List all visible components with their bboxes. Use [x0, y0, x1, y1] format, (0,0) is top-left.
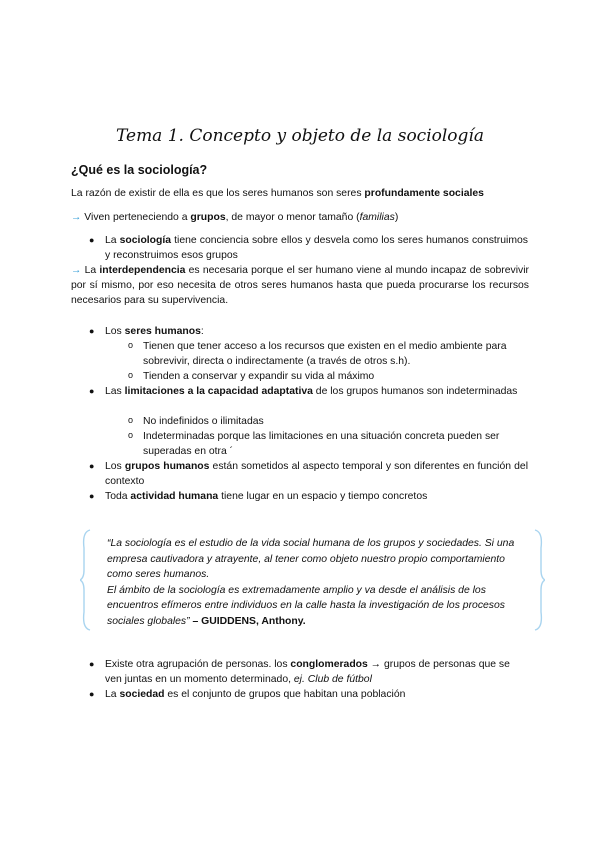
arrow-icon: → [71, 212, 82, 223]
cong-bold: conglomerados [290, 659, 368, 670]
gh-bold: grupos humanos [124, 461, 210, 472]
bullet-icon: ● [89, 461, 95, 471]
list-item-grupos-humanos [105, 459, 528, 489]
page-title: Tema 1. Concepto y objeto de la sociología [115, 126, 484, 146]
lim-bold: limitaciones a la capacidad adaptativa [124, 386, 313, 397]
arrow-icon: → [71, 265, 82, 276]
interdep-bold: interdependencia [99, 265, 186, 276]
intro-text: La razón de existir de ella es que los seres humanos son seres [71, 188, 365, 199]
bullet-icon: ● [89, 659, 95, 669]
gh-pre: Los [105, 461, 125, 472]
interdep-pre: La [81, 265, 100, 276]
grupos-pre: Viven perteneciendo a [81, 212, 191, 223]
grupos-mid: , de mayor o menor tamaño ( [225, 212, 360, 223]
grupos-italic: familias [359, 212, 395, 223]
soc-post: tiene conciencia sobre ellos y desvela como los seres humanos construimos y reconstruimos esos grupos [105, 235, 528, 261]
list-item-conglomerados [105, 657, 528, 687]
soc-bold: sociología [119, 235, 172, 246]
intro-paragraph [71, 186, 529, 201]
socd-bold: sociedad [119, 689, 165, 700]
act-post: tiene lugar en un espacio y tiempo concretos [218, 491, 428, 502]
lim-post: de los grupos humanos son indeterminadas [312, 386, 518, 397]
list-item-seres [105, 324, 528, 339]
cong-mid: grupos de personas que se ven juntas en un momento determinado, [105, 659, 510, 685]
cong-italic: ej. Club de fútbol [293, 674, 372, 685]
grupos-post: ) [394, 212, 399, 223]
seres-bold: seres humanos [124, 326, 201, 337]
sub-item: Tienden a conservar y expandir su vida al máximo [143, 371, 375, 382]
grupos-line [71, 210, 529, 225]
quote-author: – GUIDDENS, Anthony. [189, 615, 306, 627]
sub-item: No indefinidos o ilimitadas [143, 416, 264, 427]
sub-bullet-icon: o [128, 415, 134, 425]
gh-post: están sometidos al aspecto temporal y son diferentes en función del contexto [105, 461, 528, 487]
quote-line1: “La sociología es el estudio de la vida social humana de los grupos y sociedades. Si una empresa cautivadora y atrayente, al tener como objeto nuestro propio comportamiento como seres humanos. [107, 538, 515, 580]
list-item-actividad [105, 489, 528, 504]
sub-bullet-icon: o [128, 430, 134, 440]
bullet-icon: ● [89, 326, 95, 336]
interdependencia-paragraph [71, 263, 529, 308]
soc-pre: La [105, 235, 120, 246]
socd-post: es el conjunto de grupos que habitan una población [164, 689, 406, 700]
interdep-post: es necesaria porque el ser humano viene al mundo incapaz de sobrevivir por sí mismo, por eso necesita de otros seres humanos hasta que pueda procurarse los recursos necesarios para su supervivencia. [71, 265, 529, 306]
arrow-icon: → [367, 659, 384, 670]
sub-item: Indeterminadas porque las limitaciones en una situación concreta pueden ser superadas en otra ´ [143, 431, 500, 457]
sub-item: Tienen que tener acceso a los recursos que existen en el medio ambiente para sobrevivir, directa o indirectamente (a través de otros s.h). [143, 341, 507, 367]
cong-pre: Existe otra agrupación de personas. los [105, 659, 291, 670]
act-pre: Toda [105, 491, 131, 502]
bullet-icon: ● [89, 689, 95, 699]
quote-line2: El ámbito de la sociología es extremadamente amplio y va desde el análisis de los encuentros efímeros entre individuos en la calle hasta la investigación de los procesos sociales globales” [107, 584, 505, 627]
intro-bold: profundamente sociales [364, 188, 484, 199]
bullet-icon: ● [89, 386, 95, 396]
seres-post: : [200, 326, 204, 337]
act-bold: actividad humana [130, 491, 219, 502]
bullet-icon: ● [89, 491, 95, 501]
section-heading: ¿Qué es la sociología? [71, 163, 208, 177]
lim-pre: Las [105, 386, 125, 397]
quote-text [107, 536, 527, 629]
right-brace [535, 530, 545, 630]
sub-bullet-icon: o [128, 340, 134, 350]
list-item-sociologia [105, 233, 528, 263]
seres-pre: Los [105, 326, 125, 337]
sub-bullet-icon: o [128, 370, 134, 380]
grupos-bold: grupos [190, 212, 226, 223]
list-item-limitaciones [105, 384, 528, 399]
bullet-icon: ● [89, 235, 95, 245]
list-item-sociedad [105, 687, 528, 702]
left-brace [80, 530, 90, 630]
socd-pre: La [105, 689, 120, 700]
